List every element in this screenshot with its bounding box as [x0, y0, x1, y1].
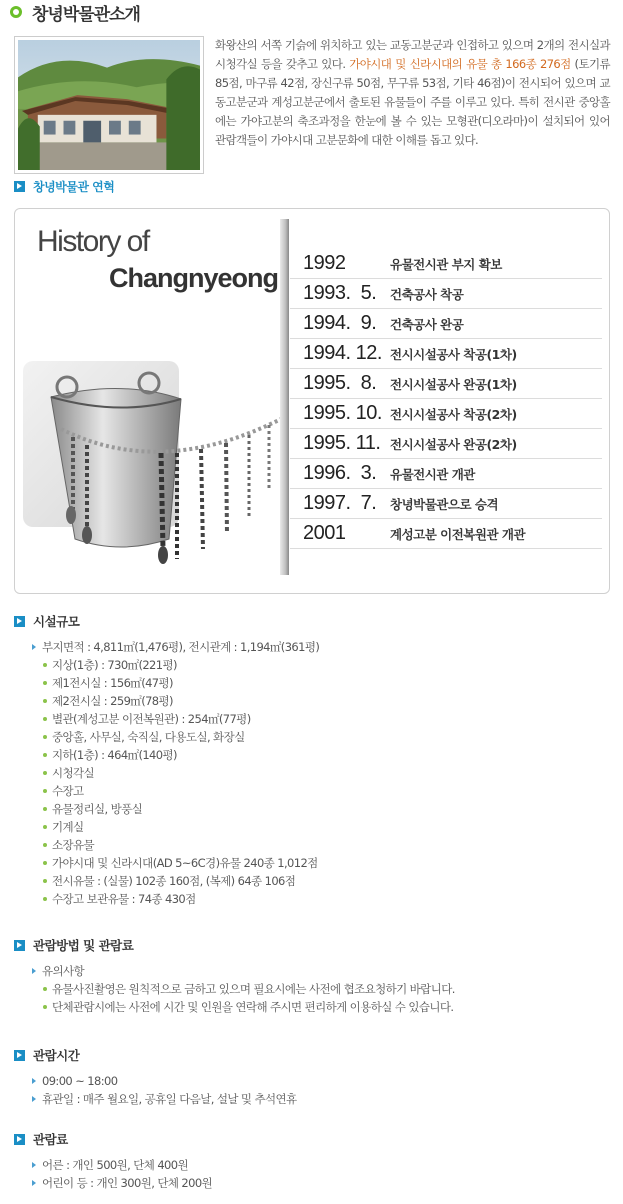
list-item: 중앙홀, 사무실, 숙직실, 다용도실, 화장실	[14, 728, 319, 746]
facility-section	[14, 612, 319, 908]
history-heading[interactable]	[14, 178, 114, 195]
hours-title-text: 관람시간	[33, 1048, 80, 1063]
history-timeline	[290, 249, 602, 549]
arrow-right-icon	[14, 940, 25, 951]
list-item	[14, 962, 455, 980]
timeline-event: 전시시설공사 착공(2차)	[390, 406, 517, 422]
timeline-event: 창녕박물관으로 승격	[390, 496, 499, 512]
intro-text-part2: (토기류 85점, 마구류 42점, 장신구류 50점, 무구류 53점, 기타 46점)이 전시되어 있으며 교동고분군과 계성고분군에서 출토된 유물들이 주를 이루고 있다. 특히 전시관 중앙홀에는 가야고분의 축조과정을 한눈에 볼 수 있는 모형관(디오라마)이 설치되어 있어 관람객들이 가야시대 고분문화에 대한 이해를 돕고 있다.	[215, 57, 610, 147]
timeline-row	[290, 249, 602, 279]
timeline-date: 1996. 3.	[303, 462, 377, 484]
list-item: 수장고 보관유물 : 74종 430점	[14, 890, 319, 908]
list-item: 제1전시실 : 156㎡(47평)	[14, 674, 319, 692]
page-title: 창녕박물관소개	[32, 4, 140, 25]
artifact-image	[21, 359, 283, 581]
hours-title	[14, 1046, 297, 1064]
list-item	[14, 1174, 212, 1192]
guide-title-text: 관람방법 및 관람료	[33, 938, 134, 953]
timeline-event: 전시시설공사 완공(2차)	[390, 436, 517, 452]
history-heading-line1: History of	[37, 225, 149, 258]
list-item: 가야시대 및 신라시대(AD 5~6C경)유물 240종 1,012점	[14, 854, 319, 872]
timeline-row	[290, 399, 602, 429]
timeline-event: 유물전시관 부지 확보	[390, 256, 502, 272]
intro-text-part1: 화왕산의 서쪽 기슭에 위치하고 있는 교동고분군과 인접하고 있으며 2개의 전시실과 시청각실 등을 갖추고 있다.	[215, 38, 610, 71]
guide-main-text: 유의사항	[42, 964, 85, 978]
list-item: 기계실	[14, 818, 319, 836]
list-item	[14, 1156, 212, 1174]
history-heading-line2: Changnyeong	[109, 263, 278, 293]
timeline-event: 건축공사 착공	[390, 286, 464, 302]
list-item: 소장유물	[14, 836, 319, 854]
arrow-right-icon	[14, 616, 25, 627]
timeline-row	[290, 369, 602, 399]
list-item: 지하(1층) : 464㎡(140평)	[14, 746, 319, 764]
fees-child-text: 어린이 등 : 개인 300원, 단체 200원	[42, 1176, 213, 1190]
list-item: 수장고	[14, 782, 319, 800]
history-heading-label: 창녕박물관 연혁	[33, 180, 115, 194]
timeline-date: 1992	[303, 252, 346, 274]
list-item: 제2전시실 : 259㎡(78평)	[14, 692, 319, 710]
timeline-row	[290, 279, 602, 309]
timeline-date: 1993. 5.	[303, 282, 377, 304]
list-item: 유물정리실, 방풍실	[14, 800, 319, 818]
timeline-row	[290, 489, 602, 519]
facility-main-text: 부지면적 : 4,811㎡(1,476평), 전시관계 : 1,194㎡(361평)	[42, 640, 320, 654]
timeline-event: 건축공사 완공	[390, 316, 464, 332]
hours-time-text: 09:00 ~ 18:00	[42, 1074, 118, 1088]
timeline-event: 전시시설공사 완공(1차)	[390, 376, 517, 392]
timeline-row	[290, 519, 602, 549]
timeline-date: 1994. 12.	[303, 342, 382, 364]
timeline-event: 유물전시관 개관	[390, 466, 475, 482]
guide-section	[14, 936, 455, 1016]
timeline-date: 1997. 7.	[303, 492, 377, 514]
arrow-right-icon	[14, 181, 25, 192]
list-item: 단체관람시에는 사전에 시간 및 인원을 연락해 주시면 편리하게 이용하실 수 있습니다.	[14, 998, 455, 1016]
timeline-event: 전시시설공사 착공(1차)	[390, 346, 517, 362]
list-item: 전시유물 : (실물) 102종 160점, (복제) 64종 106점	[14, 872, 319, 890]
page-header	[10, 0, 140, 24]
timeline-row	[290, 339, 602, 369]
timeline-row	[290, 309, 602, 339]
fees-title	[14, 1130, 212, 1148]
history-panel	[14, 208, 610, 594]
hours-closed-text: 휴관일 : 매주 월요일, 공휴일 다음날, 설날 및 추석연휴	[42, 1092, 297, 1106]
history-divider	[280, 219, 289, 575]
list-item: 유물사진촬영은 원칙적으로 금하고 있으며 필요시에는 사전에 협조요청하기 바랍니다.	[14, 980, 455, 998]
hours-section	[14, 1046, 297, 1108]
timeline-date: 1995. 10.	[303, 402, 382, 424]
museum-photo	[14, 36, 204, 174]
guide-title	[14, 936, 455, 954]
timeline-date: 1994. 9.	[303, 312, 377, 334]
arrow-right-icon	[14, 1134, 25, 1145]
facility-title	[14, 612, 319, 630]
fees-section	[14, 1130, 212, 1192]
timeline-date: 1995. 11.	[303, 432, 381, 454]
intro-highlight: 가야시대 및 신라시대의 유물 총 166종 276점	[349, 57, 571, 71]
timeline-event: 계성고분 이전복원관 개관	[390, 526, 526, 542]
timeline-row	[290, 429, 602, 459]
circle-bullet-icon	[10, 6, 22, 18]
list-item: 지상(1층) : 730㎡(221평)	[14, 656, 319, 674]
list-item: 별관(계성고분 이전복원관) : 254㎡(77평)	[14, 710, 319, 728]
list-item: 시청각실	[14, 764, 319, 782]
timeline-date: 1995. 8.	[303, 372, 377, 394]
fees-title-text: 관람료	[33, 1132, 68, 1147]
list-item	[14, 1072, 297, 1090]
timeline-row	[290, 459, 602, 489]
timeline-date: 2001	[303, 522, 346, 544]
list-item	[14, 638, 319, 656]
list-item	[14, 1090, 297, 1108]
arrow-right-icon	[14, 1050, 25, 1061]
fees-adult-text: 어른 : 개인 500원, 단체 400원	[42, 1158, 188, 1172]
intro-paragraph	[215, 36, 610, 150]
facility-title-text: 시설규모	[33, 614, 80, 629]
